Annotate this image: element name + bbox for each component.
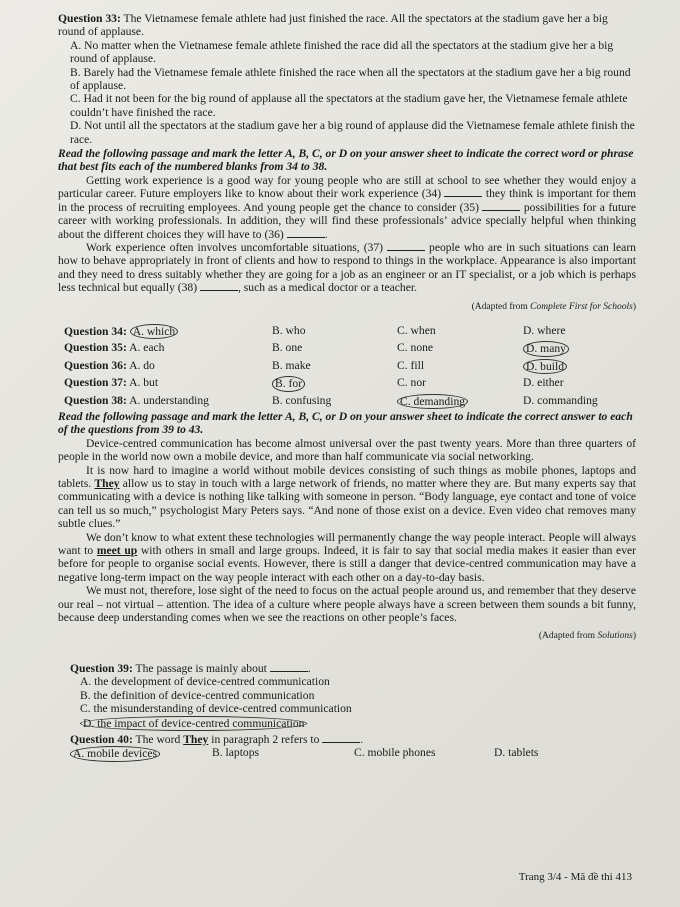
question-label: Question 40: [70, 732, 133, 746]
text: people who are in such situations can learn how to behave appropriately in front of clients and how to respond to things in the workplace. Appearance is also important and they need to dress suitably whether they are going for a job as an engineer or an IT specialist, or a job which is perhaps less technical but equally (38) [58, 240, 636, 295]
option-d: D. commanding [523, 393, 598, 407]
text: The passage is mainly about [135, 661, 267, 675]
text: allow us to stay in touch with a large network of friends, no matter where they are. But many experts say that communicating with a device is nothing like talking with someone in person. “Body language, eye contact and tone of voice can tell us so much,” psychologist Mary Peters says. “And none of those exist on a device. Even video chat removes many subtle clues.” [58, 477, 636, 531]
option-a: A. mobile devices [70, 746, 160, 761]
text: The word [135, 732, 181, 746]
answer-options-grid [64, 324, 636, 409]
option-d: D. either [523, 376, 564, 390]
source-title: Solutions [597, 631, 633, 642]
option-a: A. understanding [129, 393, 209, 407]
source-citation-2 [58, 630, 636, 643]
text: We don’t know to what extent these technologies will permanently change the way people interact. People will always want to [58, 530, 636, 558]
passage2-paragraph-1: Device-centred communication has become almost universal over the past twenty years. More than three quarters of people in the world now own a mobile device, and more than half communicate via social networking. [58, 436, 636, 464]
q35-row [64, 341, 272, 356]
option-b: B. who [272, 323, 306, 337]
highlighted-word-they: They [94, 477, 120, 490]
option-b: B. Barely had the Vietnamese female athlete finished the race when all the spectators at the stadium gave her a big round of applause. [70, 65, 631, 93]
question-stem [70, 662, 636, 675]
highlighted-word-meet-up: meet up [96, 544, 138, 558]
text: , such as a medical doctor or a teacher. [238, 281, 417, 295]
option-d: D. build [523, 359, 567, 374]
option-c: C. mobile phones [354, 746, 436, 760]
option-c: C. Had it not been for the big round of applause all the spectators at the stadium gave her, the Vietnamese female athlete couldn’t have finished the race. [70, 92, 628, 119]
q40-options [70, 746, 636, 761]
option-a: A. No matter when the Vietnamese female athlete finished the race did all the spectators at the stadium give her a big round of applause. [70, 38, 614, 66]
option-c: C. demanding [397, 394, 468, 409]
option-b: B. laptops [212, 746, 260, 760]
instruction-34-38: Read the following passage and mark the letter A, B, C, or D on your answer sheet to indicate the correct word or phrase that best fits each of the numbered blanks from 34 to 38. [58, 147, 634, 174]
source-title: Complete First for Schools [530, 301, 633, 312]
passage2-paragraph-4: We must not, therefore, lose sight of the need to focus on the actual people around us, and remember that they deserve our real – not virtual – attention. The idea of a culture where people always have a screen between them sounds a bit funny, because deep understanding comes when we see the reactions on other people’s faces. [58, 584, 636, 625]
question-label: Question 34: [64, 324, 127, 338]
text: they think is important for them in the process of recruiting employees. And young people get the chance to consider (35) [58, 187, 636, 214]
option-c: C. the misunderstanding of device-centred communication [80, 702, 352, 716]
passage1-paragraph-2 [58, 241, 636, 295]
text: with others in small and large groups. Indeed, it is fair to say that social media makes it easier than ever before for people to organise social events. However, there is still a danger that device-centred communication may have a negative long-term impact on the way people interact with each other on a day-to-day basis. [58, 544, 636, 584]
question-33 [58, 12, 636, 39]
text: possibilities for a future career with working professionals. In addition, they will find these professionals’ advice specially helpful when thinking about the different choices they will have to (36) [58, 200, 637, 241]
text: Work experience often involves uncomfortable situations, (37) [86, 240, 384, 254]
option-a: A. but [129, 376, 159, 390]
question-label: Question 37: [64, 376, 127, 390]
page-content [58, 12, 636, 762]
option-c: C. none [397, 341, 434, 355]
option-b: B. one [272, 341, 303, 355]
text: Getting work experience is a good way for young people who are still at school to see whether they would enjoy a particular career. Future employers like to know about their work experience (34) [58, 173, 636, 201]
passage1-paragraph-1 [58, 174, 636, 241]
blank-35 [482, 201, 520, 211]
text: . [307, 661, 311, 675]
text: (Adapted from [471, 301, 531, 312]
q37-row [64, 376, 272, 391]
question-stem [70, 733, 636, 746]
instruction-39-43: Read the following passage and mark the letter A, B, C, or D on your answer sheet to indicate the correct answer to each of the questions from 39 to 43. [58, 409, 633, 437]
option-a: A. which [130, 324, 179, 339]
text: . [324, 227, 328, 241]
question-label: Question 36: [64, 358, 127, 372]
option-d: D. the impact of device-centred communication [80, 716, 307, 731]
q36-row [64, 359, 272, 374]
blank [270, 662, 308, 672]
highlighted-word: They [183, 732, 209, 746]
question-stem: The Vietnamese female athlete had just finished the race. All the spectators at the stadium gave her a big round of applause. [58, 12, 608, 39]
text: (Adapted from [538, 631, 598, 642]
option-d: D. Not until all the spectators at the stadium gave her a big round of applause did the Vietnamese female athlete finish the race. [70, 119, 635, 146]
passage2-paragraph-2 [58, 464, 636, 531]
option-d: D. many [523, 341, 569, 356]
page-footer: Trang 3/4 - Mã đề thi 413 [518, 871, 632, 883]
question-label: Question 35: [64, 341, 127, 355]
option-b: B. make [272, 358, 311, 372]
option-a: A. each [129, 341, 165, 355]
option-d: D. where [523, 323, 566, 337]
blank [322, 733, 360, 743]
blank-36 [287, 228, 325, 238]
option-c: C. when [397, 323, 436, 337]
q38-row [64, 394, 272, 409]
question-39 [70, 662, 636, 731]
option-c: C. nor [397, 376, 426, 390]
question-label: Question 38: [64, 393, 127, 407]
question-label: Question 39: [70, 661, 133, 675]
blank-38 [200, 281, 238, 291]
option-b: B. confusing [272, 393, 332, 407]
option-a: A. do [129, 358, 155, 372]
text: . [360, 732, 364, 746]
option-a: A. the development of device-centred communication [80, 675, 330, 689]
option-d: D. tablets [494, 746, 539, 760]
source-citation-1 [58, 301, 636, 314]
text: ) [632, 301, 636, 312]
text: It is now hard to imagine a world without mobile devices consisting of such things as mobile phones, laptops and tablets. [58, 463, 636, 490]
text: ) [632, 631, 636, 642]
option-c: C. fill [397, 358, 425, 372]
passage2-paragraph-3 [58, 531, 636, 585]
option-b: B. the definition of device-centred communication [80, 688, 315, 702]
question-40 [70, 733, 636, 762]
q34-row [64, 324, 272, 339]
question-label: Question 33: [58, 12, 121, 25]
option-b: B. for [272, 376, 305, 391]
text: in paragraph 2 refers to [211, 732, 320, 746]
blank-34 [444, 187, 482, 197]
blank-37 [387, 241, 425, 251]
